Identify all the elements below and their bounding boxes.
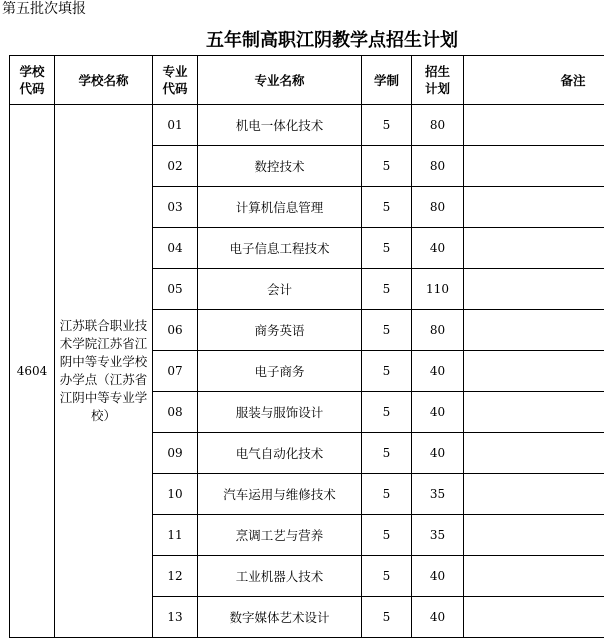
major-code-cell: 01 — [153, 105, 198, 146]
page-title: 五年制高职江阴教学点招生计划 — [206, 30, 458, 51]
major-name-cell: 机电一体化技术 — [198, 105, 362, 146]
enrollment-cell: 35 — [412, 474, 464, 515]
remarks-cell — [464, 474, 604, 515]
enrollment-cell: 40 — [412, 392, 464, 433]
school-name-cell: 江苏联合职业技术学院江苏省江阴中等专业学校办学点（江苏省江阴中等专业学校） — [55, 105, 153, 638]
major-name-cell: 电气自动化技术 — [198, 433, 362, 474]
enrollment-cell: 80 — [412, 146, 464, 187]
table-row — [10, 105, 604, 146]
remarks-cell — [464, 515, 604, 556]
duration-cell: 5 — [362, 556, 412, 597]
major-code-cell: 03 — [153, 187, 198, 228]
duration-cell: 5 — [362, 187, 412, 228]
enrollment-cell: 80 — [412, 310, 464, 351]
major-code-cell: 11 — [153, 515, 198, 556]
enrollment-cell: 40 — [412, 433, 464, 474]
enrollment-cell: 40 — [412, 228, 464, 269]
school-code-cell: 4604 — [10, 105, 55, 638]
major-code-cell: 02 — [153, 146, 198, 187]
duration-cell: 5 — [362, 105, 412, 146]
enrollment-cell: 110 — [412, 269, 464, 310]
major-name-cell: 会计 — [198, 269, 362, 310]
enrollment-cell: 80 — [412, 187, 464, 228]
major-name-cell: 电子商务 — [198, 351, 362, 392]
major-code-cell: 08 — [153, 392, 198, 433]
duration-cell: 5 — [362, 351, 412, 392]
remarks-cell — [464, 597, 604, 638]
remarks-cell — [464, 392, 604, 433]
duration-cell: 5 — [362, 515, 412, 556]
duration-cell: 5 — [362, 597, 412, 638]
duration-cell: 5 — [362, 474, 412, 515]
remarks-cell — [464, 228, 604, 269]
major-code-cell: 10 — [153, 474, 198, 515]
major-code-cell: 06 — [153, 310, 198, 351]
remarks-cell — [464, 269, 604, 310]
major-name-cell: 商务英语 — [198, 310, 362, 351]
major-code-cell: 05 — [153, 269, 198, 310]
header-school-name: 学校名称 — [55, 56, 153, 105]
major-code-cell: 04 — [153, 228, 198, 269]
remarks-cell — [464, 146, 604, 187]
enrollment-cell: 35 — [412, 515, 464, 556]
enrollment-cell: 40 — [412, 351, 464, 392]
major-name-cell: 数控技术 — [198, 146, 362, 187]
major-code-cell: 07 — [153, 351, 198, 392]
header-enrollment: 招生 计划 — [412, 56, 464, 105]
enrollment-plan-table — [9, 55, 604, 638]
enrollment-cell: 40 — [412, 556, 464, 597]
major-name-cell: 数字媒体艺术设计 — [198, 597, 362, 638]
enrollment-cell: 40 — [412, 597, 464, 638]
duration-cell: 5 — [362, 433, 412, 474]
remarks-cell — [464, 433, 604, 474]
major-code-cell: 12 — [153, 556, 198, 597]
major-name-cell: 电子信息工程技术 — [198, 228, 362, 269]
batch-note: 第五批次填报 — [2, 1, 86, 17]
header-duration: 学制 — [362, 56, 412, 105]
table-header-row — [10, 56, 604, 105]
duration-cell: 5 — [362, 228, 412, 269]
remarks-cell — [464, 310, 604, 351]
header-major-code: 专业 代码 — [153, 56, 198, 105]
header-remarks: 备注 — [464, 56, 604, 105]
duration-cell: 5 — [362, 310, 412, 351]
major-name-cell: 计算机信息管理 — [198, 187, 362, 228]
remarks-cell — [464, 105, 604, 146]
remarks-cell — [464, 556, 604, 597]
major-name-cell: 服装与服饰设计 — [198, 392, 362, 433]
remarks-cell — [464, 351, 604, 392]
duration-cell: 5 — [362, 392, 412, 433]
major-code-cell: 13 — [153, 597, 198, 638]
major-name-cell: 汽车运用与维修技术 — [198, 474, 362, 515]
header-major-name: 专业名称 — [198, 56, 362, 105]
enrollment-cell: 80 — [412, 105, 464, 146]
remarks-cell — [464, 187, 604, 228]
major-code-cell: 09 — [153, 433, 198, 474]
major-name-cell: 工业机器人技术 — [198, 556, 362, 597]
duration-cell: 5 — [362, 269, 412, 310]
header-school-code: 学校 代码 — [10, 56, 55, 105]
duration-cell: 5 — [362, 146, 412, 187]
major-name-cell: 烹调工艺与营养 — [198, 515, 362, 556]
